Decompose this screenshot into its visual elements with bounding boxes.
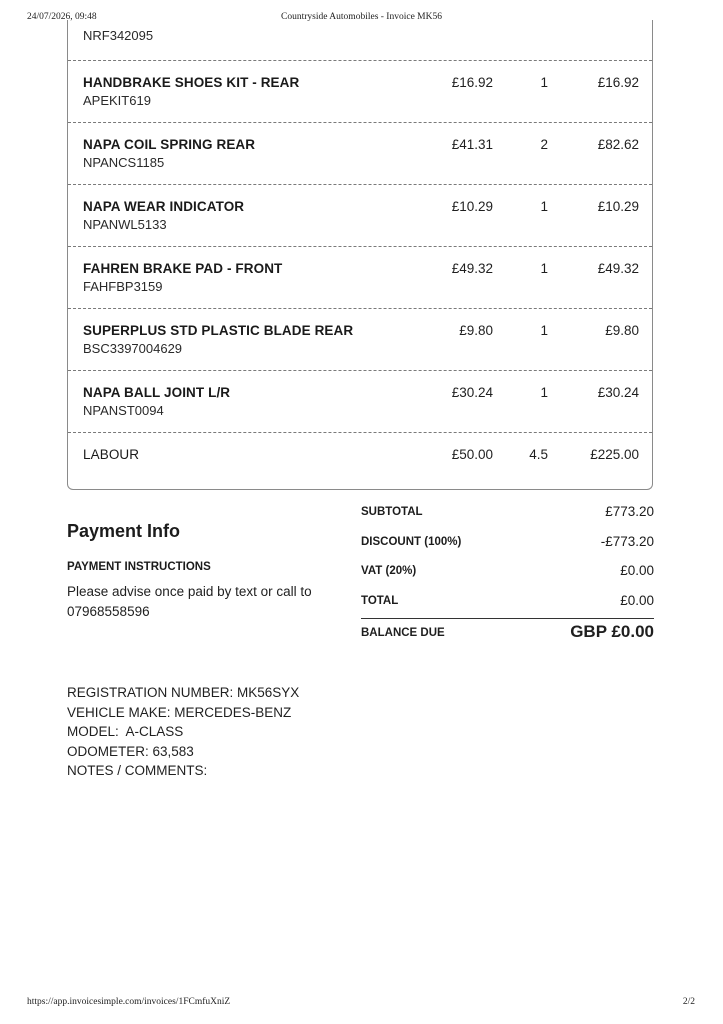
item-qty: 2 xyxy=(540,137,548,152)
line-item-row xyxy=(68,246,652,309)
item-code: FAHFBP3159 xyxy=(83,279,163,294)
print-footer xyxy=(0,997,723,1011)
odometer: ODOMETER: 63,583 xyxy=(67,743,194,759)
vehicle-details xyxy=(67,683,299,781)
line-item-row xyxy=(68,60,652,123)
vat-label: VAT (20%) xyxy=(361,565,417,577)
balance-due-value: GBP £0.00 xyxy=(570,622,654,641)
notes-comments: NOTES / COMMENTS: xyxy=(67,763,208,778)
item-description: NAPA WEAR INDICATOR xyxy=(83,199,245,214)
total-label: TOTAL xyxy=(361,595,399,607)
balance-due-label: BALANCE DUE xyxy=(361,627,445,639)
item-description: NAPA BALL JOINT L/R xyxy=(83,385,231,400)
vehicle-model: MODEL: A-CLASS xyxy=(67,724,184,739)
vehicle-make: VEHICLE MAKE: MERCEDES-BENZ xyxy=(67,704,292,720)
item-qty: 1 xyxy=(540,323,548,338)
item-code: NPANCS1185 xyxy=(83,155,165,170)
subtotal-label: SUBTOTAL xyxy=(361,506,423,518)
registration-number: REGISTRATION NUMBER: MK56SYX xyxy=(67,685,300,700)
print-datetime: 24/07/2026, 09:48 xyxy=(27,12,97,22)
item-rate: £16.92 xyxy=(451,75,493,90)
item-qty: 1 xyxy=(540,261,548,276)
discount-row xyxy=(361,532,654,552)
total-value: £0.00 xyxy=(620,593,654,608)
item-rate: £49.32 xyxy=(451,261,493,276)
print-url[interactable]: https://app.invoicesimple.com/invoices/1FCmfuXniZ xyxy=(27,997,231,1007)
line-item-row xyxy=(68,432,652,489)
item-rate: £41.31 xyxy=(451,137,493,152)
payment-instructions-text: Please advise once paid by text or call to 07968558596 xyxy=(67,584,312,619)
vat-row xyxy=(361,561,654,581)
subtotal-row xyxy=(361,502,654,522)
item-code: APEKIT619 xyxy=(83,93,151,108)
item-amount: £82.62 xyxy=(597,137,639,152)
item-rate: £10.29 xyxy=(451,199,493,214)
item-description: FAHREN BRAKE PAD - FRONT xyxy=(83,261,283,276)
item-description: SUPERPLUS STD PLASTIC BLADE REAR xyxy=(83,323,354,338)
balance-divider xyxy=(361,618,654,619)
discount-value: -£773.20 xyxy=(600,534,654,549)
item-amount: £9.80 xyxy=(605,323,639,338)
item-qty: 4.5 xyxy=(529,447,548,462)
line-item-row xyxy=(68,184,652,247)
item-rate: £30.24 xyxy=(451,385,493,400)
line-item-row xyxy=(68,308,652,371)
line-item-row xyxy=(68,122,652,185)
line-item-row xyxy=(68,370,652,433)
item-description: HANDBRAKE SHOES KIT - REAR xyxy=(83,75,300,90)
vat-value: £0.00 xyxy=(620,563,654,578)
item-code: NPANST0094 xyxy=(83,403,164,418)
item-rate: £50.00 xyxy=(451,447,493,462)
item-description: NAPA COIL SPRING REAR xyxy=(83,137,256,152)
item-description: LABOUR xyxy=(83,447,140,462)
item-amount: £225.00 xyxy=(590,447,639,462)
item-amount: £30.24 xyxy=(597,385,639,400)
payment-info-title: Payment Info xyxy=(67,521,181,541)
item-amount: £10.29 xyxy=(597,199,639,214)
balance-due-row xyxy=(361,622,654,646)
item-qty: 1 xyxy=(540,75,548,90)
total-row xyxy=(361,591,654,611)
line-item-row xyxy=(68,20,652,60)
payment-instructions-label: PAYMENT INSTRUCTIONS xyxy=(67,561,211,573)
item-amount: £16.92 xyxy=(597,75,639,90)
item-rate: £9.80 xyxy=(459,323,493,338)
discount-label: DISCOUNT (100%) xyxy=(361,536,462,548)
subtotal-value: £773.20 xyxy=(605,504,654,519)
line-items-table xyxy=(67,20,653,490)
item-amount: £49.32 xyxy=(597,261,639,276)
item-code: NPANWL5133 xyxy=(83,217,167,232)
item-qty: 1 xyxy=(540,385,548,400)
print-title: Countryside Automobiles - Invoice MK56 xyxy=(281,12,442,22)
item-code: NRF342095 xyxy=(83,28,154,43)
page-number: 2/2 xyxy=(682,997,695,1007)
item-code: BSC3397004629 xyxy=(83,341,183,356)
item-qty: 1 xyxy=(540,199,548,214)
